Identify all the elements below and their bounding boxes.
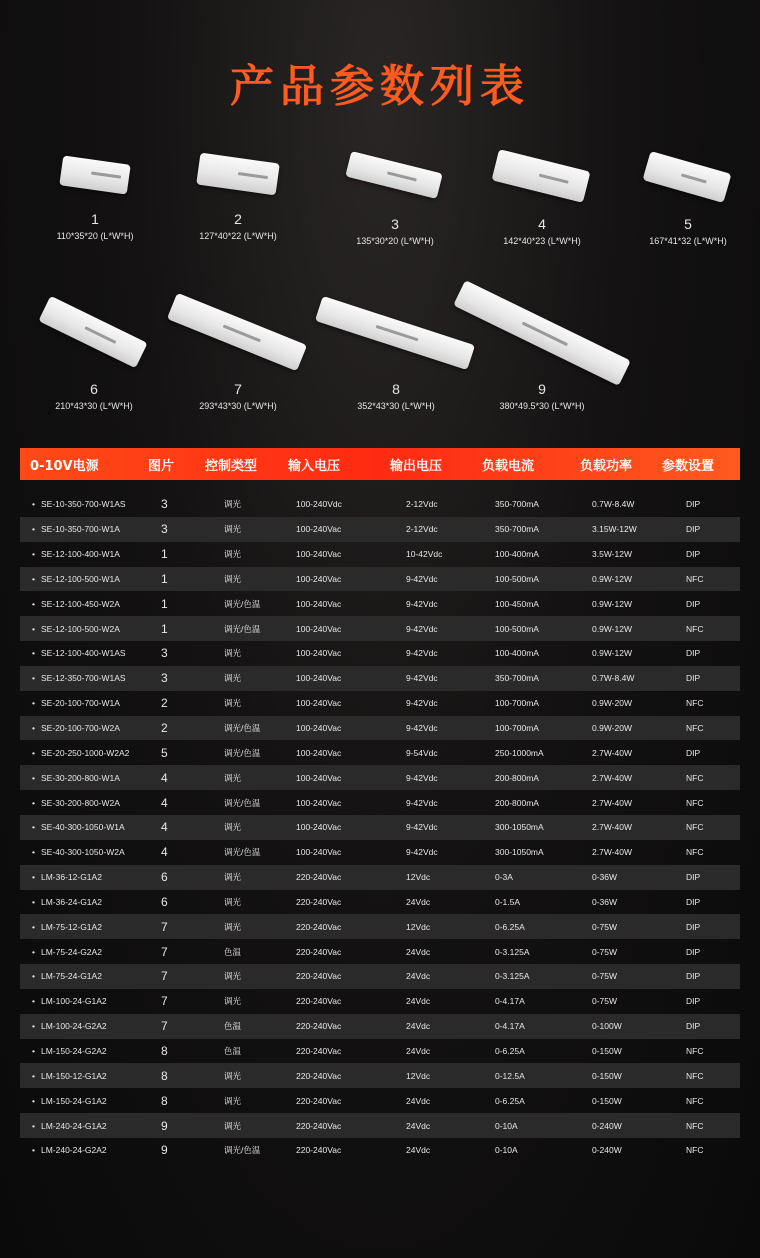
cell-picture: 9 <box>161 1118 168 1133</box>
cell-output-voltage: 12Vdc <box>406 1070 431 1081</box>
cell-output-voltage: 12Vdc <box>406 921 431 932</box>
cell-input-voltage: 100-240Vac <box>296 598 342 609</box>
cell-load-power: 2.7W-40W <box>592 772 632 783</box>
cell-load-power: 0-36W <box>592 896 618 907</box>
cell-load-power: 0-75W <box>592 971 618 982</box>
cell-control-type: 调光 <box>224 872 242 883</box>
product-dimensions: 293*43*30 (L*W*H) <box>199 401 277 411</box>
cell-control-type: 色温 <box>224 946 242 957</box>
cell-control-type: 调光/色温 <box>224 797 261 808</box>
cell-load-current: 100-400mA <box>495 549 539 560</box>
cell-picture: 3 <box>161 671 168 686</box>
cell-model: • LM-150-24-G2A2 <box>32 1046 107 1056</box>
product-number: 9 <box>538 381 546 397</box>
cell-load-power: 0-240W <box>592 1120 622 1131</box>
product-dimensions: 135*30*20 (L*W*H) <box>356 236 434 246</box>
cell-model: • SE-12-100-500-W1A <box>32 574 120 584</box>
cell-model: • SE-12-100-400-W1AS <box>32 648 126 658</box>
cell-output-voltage: 9-54Vdc <box>406 747 438 758</box>
cell-output-voltage: 9-42Vdc <box>406 573 438 584</box>
cell-load-power: 2.7W-40W <box>592 797 632 808</box>
table-row <box>20 964 740 989</box>
cell-settings: NFC <box>686 797 704 808</box>
cell-input-voltage: 220-240Vac <box>296 1045 342 1056</box>
cell-load-power: 0-36W <box>592 872 618 883</box>
driver-image-3 <box>345 150 445 210</box>
cell-model: • LM-240-24-G2A2 <box>32 1145 107 1155</box>
cell-load-current: 100-500mA <box>495 573 539 584</box>
product-dimensions: 352*43*30 (L*W*H) <box>357 401 435 411</box>
header-control-type: 控制类型 <box>205 458 258 474</box>
cell-output-voltage: 9-42Vdc <box>406 772 438 783</box>
cell-picture: 3 <box>161 646 168 661</box>
cell-picture: 7 <box>161 1019 168 1034</box>
cell-control-type: 调光/色温 <box>224 723 261 734</box>
product-dimensions: 167*41*32 (L*W*H) <box>649 236 727 246</box>
cell-picture: 4 <box>161 770 168 785</box>
cell-picture: 7 <box>161 994 168 1009</box>
cell-settings: NFC <box>686 1145 704 1156</box>
table-row <box>20 567 740 592</box>
cell-output-voltage: 24Vdc <box>406 1045 431 1056</box>
cell-load-current: 350-700mA <box>495 499 539 510</box>
cell-output-voltage: 9-42Vdc <box>406 797 438 808</box>
cell-input-voltage: 220-240Vac <box>296 1145 342 1156</box>
header-output-voltage: 输出电压 <box>390 458 443 474</box>
cell-control-type: 调光 <box>224 1070 242 1081</box>
cell-input-voltage: 100-240Vdc <box>296 499 342 510</box>
table-row <box>20 542 740 567</box>
cell-load-current: 0-10A <box>495 1120 518 1131</box>
cell-load-current: 100-400mA <box>495 648 539 659</box>
cell-control-type: 调光 <box>224 573 242 584</box>
cell-picture: 1 <box>161 621 168 636</box>
cell-control-type: 调光 <box>224 698 242 709</box>
cell-control-type: 调光 <box>224 549 242 560</box>
cell-output-voltage: 9-42Vdc <box>406 847 438 858</box>
cell-input-voltage: 100-240Vac <box>296 648 342 659</box>
cell-control-type: 调光 <box>224 648 242 659</box>
table-row <box>20 591 740 616</box>
cell-settings: NFC <box>686 1095 704 1106</box>
cell-load-current: 0-3A <box>495 872 513 883</box>
cell-load-power: 0.9W-12W <box>592 623 632 634</box>
table-row <box>20 865 740 890</box>
cell-input-voltage: 220-240Vac <box>296 872 342 883</box>
table-row <box>20 492 740 517</box>
cell-settings: DIP <box>686 996 701 1007</box>
cell-input-voltage: 100-240Vac <box>296 772 342 783</box>
table-row <box>20 716 740 741</box>
cell-model: • SE-40-300-1050-W2A <box>32 847 125 857</box>
cell-output-voltage: 9-42Vdc <box>406 623 438 634</box>
cell-model: • SE-12-100-500-W2A <box>32 624 120 634</box>
cell-load-power: 0-150W <box>592 1095 622 1106</box>
cell-settings: DIP <box>686 598 701 609</box>
driver-image-7 <box>173 290 303 375</box>
cell-output-voltage: 9-42Vdc <box>406 673 438 684</box>
cell-settings: NFC <box>686 573 704 584</box>
cell-load-current: 0-3.125A <box>495 971 530 982</box>
cell-load-current: 100-500mA <box>495 623 539 634</box>
cell-output-voltage: 24Vdc <box>406 896 431 907</box>
cell-picture: 5 <box>161 745 168 760</box>
cell-load-current: 0-3.125A <box>495 946 530 957</box>
cell-load-current: 100-700mA <box>495 698 539 709</box>
cell-output-voltage: 24Vdc <box>406 1145 431 1156</box>
product-8 <box>316 290 476 411</box>
cell-load-power: 3.15W-12W <box>592 524 637 535</box>
cell-load-current: 0-12.5A <box>495 1070 525 1081</box>
cell-load-current: 250-1000mA <box>495 747 544 758</box>
cell-load-power: 0-240W <box>592 1145 622 1156</box>
cell-model: • SE-12-100-400-W1A <box>32 549 120 559</box>
cell-output-voltage: 9-42Vdc <box>406 723 438 734</box>
cell-settings: DIP <box>686 921 701 932</box>
cell-settings: NFC <box>686 1045 704 1056</box>
cell-model: • LM-150-24-G1A2 <box>32 1096 107 1106</box>
cell-input-voltage: 220-240Vac <box>296 971 342 982</box>
product-number: 6 <box>90 381 98 397</box>
cell-load-current: 0-10A <box>495 1145 518 1156</box>
cell-control-type: 调光 <box>224 1095 242 1106</box>
cell-input-voltage: 100-240Vac <box>296 723 342 734</box>
cell-model: • SE-30-200-800-W2A <box>32 798 120 808</box>
cell-settings: NFC <box>686 1070 704 1081</box>
cell-picture: 3 <box>161 522 168 537</box>
cell-model: • LM-100-24-G2A2 <box>32 1021 107 1031</box>
cell-input-voltage: 220-240Vac <box>296 1021 342 1032</box>
cell-settings: NFC <box>686 772 704 783</box>
cell-output-voltage: 9-42Vdc <box>406 598 438 609</box>
cell-settings: DIP <box>686 673 701 684</box>
cell-load-current: 0-1.5A <box>495 896 521 907</box>
cell-picture: 7 <box>161 969 168 984</box>
table-row <box>20 1088 740 1113</box>
cell-picture: 6 <box>161 894 168 909</box>
product-6 <box>14 290 174 411</box>
cell-load-power: 0-150W <box>592 1070 622 1081</box>
cell-control-type: 调光 <box>224 996 242 1007</box>
cell-output-voltage: 9-42Vdc <box>406 698 438 709</box>
cell-settings: DIP <box>686 549 701 560</box>
cell-input-voltage: 220-240Vac <box>296 996 342 1007</box>
product-number: 2 <box>234 211 242 227</box>
cell-settings: DIP <box>686 971 701 982</box>
product-number: 8 <box>392 381 400 397</box>
cell-load-current: 300-1050mA <box>495 822 544 833</box>
product-3 <box>315 150 475 246</box>
cell-load-power: 0.9W-12W <box>592 648 632 659</box>
table-row <box>20 1063 740 1088</box>
cell-input-voltage: 100-240Vac <box>296 747 342 758</box>
cell-control-type: 调光 <box>224 772 242 783</box>
product-dimensions: 142*40*23 (L*W*H) <box>503 236 581 246</box>
cell-load-current: 200-800mA <box>495 772 539 783</box>
table-row <box>20 989 740 1014</box>
product-dimensions: 110*35*20 (L*W*H) <box>56 231 134 241</box>
cell-settings: NFC <box>686 723 704 734</box>
table-row <box>20 815 740 840</box>
cell-control-type: 调光/色温 <box>224 598 261 609</box>
cell-model: • LM-75-12-G1A2 <box>32 922 102 932</box>
cell-load-current: 350-700mA <box>495 673 539 684</box>
cell-control-type: 色温 <box>224 1021 242 1032</box>
cell-output-voltage: 24Vdc <box>406 1095 431 1106</box>
product-number: 1 <box>91 211 99 227</box>
header-settings: 参数设置 <box>662 458 715 474</box>
cell-output-voltage: 10-42Vdc <box>406 549 443 560</box>
cell-model: • LM-75-24-G2A2 <box>32 947 102 957</box>
cell-model: • LM-36-24-G1A2 <box>32 897 102 907</box>
table-row <box>20 890 740 915</box>
table-row <box>20 1138 740 1163</box>
cell-control-type: 调光/色温 <box>224 623 261 634</box>
cell-picture: 1 <box>161 596 168 611</box>
cell-picture: 7 <box>161 919 168 934</box>
driver-image-2 <box>193 150 283 205</box>
cell-load-current: 0-6.25A <box>495 1045 525 1056</box>
header-input-voltage: 输入电压 <box>288 458 341 474</box>
cell-output-voltage: 24Vdc <box>406 946 431 957</box>
table-row <box>20 641 740 666</box>
table-row <box>20 1039 740 1064</box>
cell-picture: 8 <box>161 1068 168 1083</box>
cell-control-type: 调光/色温 <box>224 1145 261 1156</box>
cell-load-power: 2.7W-40W <box>592 847 632 858</box>
cell-output-voltage: 24Vdc <box>406 996 431 1007</box>
cell-input-voltage: 100-240Vac <box>296 797 342 808</box>
cell-load-power: 0-75W <box>592 946 618 957</box>
table-row <box>20 914 740 939</box>
cell-model: • SE-12-350-700-W1AS <box>32 673 126 683</box>
cell-control-type: 调光 <box>224 896 242 907</box>
product-dimensions: 127*40*22 (L*W*H) <box>199 231 277 241</box>
table-row <box>20 790 740 815</box>
cell-settings: NFC <box>686 822 704 833</box>
cell-output-voltage: 24Vdc <box>406 971 431 982</box>
cell-load-power: 0.9W-20W <box>592 698 632 709</box>
cell-settings: DIP <box>686 524 701 535</box>
cell-load-power: 2.7W-40W <box>592 747 632 758</box>
cell-load-current: 0-4.17A <box>495 1021 525 1032</box>
driver-image-1 <box>55 150 135 205</box>
cell-settings: NFC <box>686 623 704 634</box>
cell-input-voltage: 220-240Vac <box>296 1070 342 1081</box>
cell-output-voltage: 9-42Vdc <box>406 822 438 833</box>
cell-load-power: 0.7W-8.4W <box>592 499 635 510</box>
product-number: 7 <box>234 381 242 397</box>
cell-control-type: 调光/色温 <box>224 847 261 858</box>
product-number: 4 <box>538 216 546 232</box>
cell-model: • SE-30-200-800-W1A <box>32 773 120 783</box>
cell-control-type: 调光 <box>224 971 242 982</box>
cell-load-current: 0-6.25A <box>495 1095 525 1106</box>
cell-model: • SE-12-100-450-W2A <box>32 599 120 609</box>
cell-picture: 4 <box>161 820 168 835</box>
cell-settings: NFC <box>686 847 704 858</box>
cell-load-current: 300-1050mA <box>495 847 544 858</box>
cell-input-voltage: 100-240Vac <box>296 698 342 709</box>
product-9 <box>462 285 622 411</box>
cell-picture: 4 <box>161 795 168 810</box>
product-2 <box>158 150 318 241</box>
cell-control-type: 调光/色温 <box>224 747 261 758</box>
cell-model: • SE-10-350-700-W1A <box>32 524 120 534</box>
cell-model: • LM-150-12-G1A2 <box>32 1071 107 1081</box>
cell-load-power: 3.5W-12W <box>592 549 632 560</box>
cell-model: • SE-40-300-1050-W1A <box>32 822 125 832</box>
cell-output-voltage: 2-12Vdc <box>406 524 438 535</box>
header-load-current: 负载电流 <box>482 458 535 474</box>
table-row <box>20 616 740 641</box>
cell-load-current: 100-450mA <box>495 598 539 609</box>
cell-input-voltage: 100-240Vac <box>296 573 342 584</box>
cell-picture: 8 <box>161 1093 168 1108</box>
cell-input-voltage: 100-240Vac <box>296 673 342 684</box>
cell-control-type: 调光 <box>224 1120 242 1131</box>
cell-output-voltage: 12Vdc <box>406 872 431 883</box>
cell-picture: 6 <box>161 870 168 885</box>
cell-input-voltage: 100-240Vac <box>296 847 342 858</box>
cell-settings: DIP <box>686 499 701 510</box>
product-number: 3 <box>391 216 399 232</box>
cell-input-voltage: 100-240Vac <box>296 549 342 560</box>
driver-image-4 <box>492 150 592 210</box>
cell-load-power: 0-150W <box>592 1045 622 1056</box>
cell-input-voltage: 100-240Vac <box>296 524 342 535</box>
cell-load-current: 0-4.17A <box>495 996 525 1007</box>
cell-picture: 3 <box>161 497 168 512</box>
cell-model: • SE-20-100-700-W2A <box>32 723 120 733</box>
cell-picture: 1 <box>161 571 168 586</box>
product-dimensions: 380*49.5*30 (L*W*H) <box>499 401 585 411</box>
cell-load-power: 0.9W-20W <box>592 723 632 734</box>
table-row <box>20 939 740 964</box>
cell-control-type: 调光 <box>224 499 242 510</box>
cell-control-type: 色温 <box>224 1045 242 1056</box>
cell-input-voltage: 100-240Vac <box>296 822 342 833</box>
product-4 <box>462 150 622 246</box>
cell-load-current: 200-800mA <box>495 797 539 808</box>
cell-control-type: 调光 <box>224 921 242 932</box>
cell-picture: 9 <box>161 1143 168 1158</box>
product-number: 5 <box>684 216 692 232</box>
cell-output-voltage: 24Vdc <box>406 1021 431 1032</box>
cell-output-voltage: 24Vdc <box>406 1120 431 1131</box>
cell-picture: 7 <box>161 944 168 959</box>
cell-picture: 1 <box>161 547 168 562</box>
table-row <box>20 740 740 765</box>
cell-picture: 4 <box>161 845 168 860</box>
cell-settings: DIP <box>686 896 701 907</box>
cell-load-current: 350-700mA <box>495 524 539 535</box>
cell-model: • SE-10-350-700-W1AS <box>32 499 126 509</box>
cell-input-voltage: 220-240Vac <box>296 1095 342 1106</box>
cell-control-type: 调光 <box>224 524 242 535</box>
driver-image-9 <box>462 285 622 375</box>
cell-control-type: 调光 <box>224 673 242 684</box>
cell-settings: DIP <box>686 946 701 957</box>
cell-model: • SE-20-250-1000-W2A2 <box>32 748 129 758</box>
cell-load-power: 2.7W-40W <box>592 822 632 833</box>
cell-picture: 2 <box>161 721 168 736</box>
cell-load-power: 0.7W-8.4W <box>592 673 635 684</box>
cell-load-power: 0-100W <box>592 1021 622 1032</box>
table-row <box>20 1014 740 1039</box>
driver-image-6 <box>39 290 149 375</box>
cell-load-current: 0-6.25A <box>495 921 525 932</box>
cell-settings: DIP <box>686 747 701 758</box>
cell-model: • LM-240-24-G1A2 <box>32 1121 107 1131</box>
table-row <box>20 1113 740 1138</box>
product-dimensions: 210*43*30 (L*W*H) <box>55 401 133 411</box>
cell-load-power: 0-75W <box>592 921 618 932</box>
cell-settings: NFC <box>686 1120 704 1131</box>
cell-model: • SE-20-100-700-W1A <box>32 698 120 708</box>
cell-input-voltage: 100-240Vac <box>296 623 342 634</box>
cell-input-voltage: 220-240Vac <box>296 896 342 907</box>
table-row <box>20 666 740 691</box>
driver-image-5 <box>643 150 733 210</box>
header-picture: 图片 <box>148 458 175 474</box>
cell-load-power: 0.9W-12W <box>592 573 632 584</box>
cell-input-voltage: 220-240Vac <box>296 921 342 932</box>
product-5 <box>608 150 760 246</box>
table-row <box>20 765 740 790</box>
driver-image-8 <box>321 290 471 375</box>
cell-output-voltage: 9-42Vdc <box>406 648 438 659</box>
cell-output-voltage: 2-12Vdc <box>406 499 438 510</box>
product-1 <box>15 150 175 241</box>
table-body <box>20 492 740 1163</box>
cell-settings: NFC <box>686 698 704 709</box>
table-row <box>20 840 740 865</box>
header-series: 0-10V电源 <box>30 458 99 474</box>
cell-input-voltage: 220-240Vac <box>296 1120 342 1131</box>
product-7 <box>158 290 318 411</box>
table-row <box>20 517 740 542</box>
cell-input-voltage: 220-240Vac <box>296 946 342 957</box>
cell-model: • LM-36-12-G1A2 <box>32 872 102 882</box>
cell-load-power: 0.9W-12W <box>592 598 632 609</box>
table-header <box>20 448 740 480</box>
table-row <box>20 691 740 716</box>
header-load-power: 负载功率 <box>580 458 633 474</box>
cell-picture: 2 <box>161 696 168 711</box>
cell-settings: DIP <box>686 1021 701 1032</box>
cell-settings: DIP <box>686 872 701 883</box>
cell-model: • LM-75-24-G1A2 <box>32 971 102 981</box>
cell-settings: DIP <box>686 648 701 659</box>
cell-load-current: 100-700mA <box>495 723 539 734</box>
cell-control-type: 调光 <box>224 822 242 833</box>
cell-load-power: 0-75W <box>592 996 618 1007</box>
page-title: 产品参数列表 <box>230 61 530 112</box>
cell-model: • LM-100-24-G1A2 <box>32 996 107 1006</box>
cell-picture: 8 <box>161 1043 168 1058</box>
